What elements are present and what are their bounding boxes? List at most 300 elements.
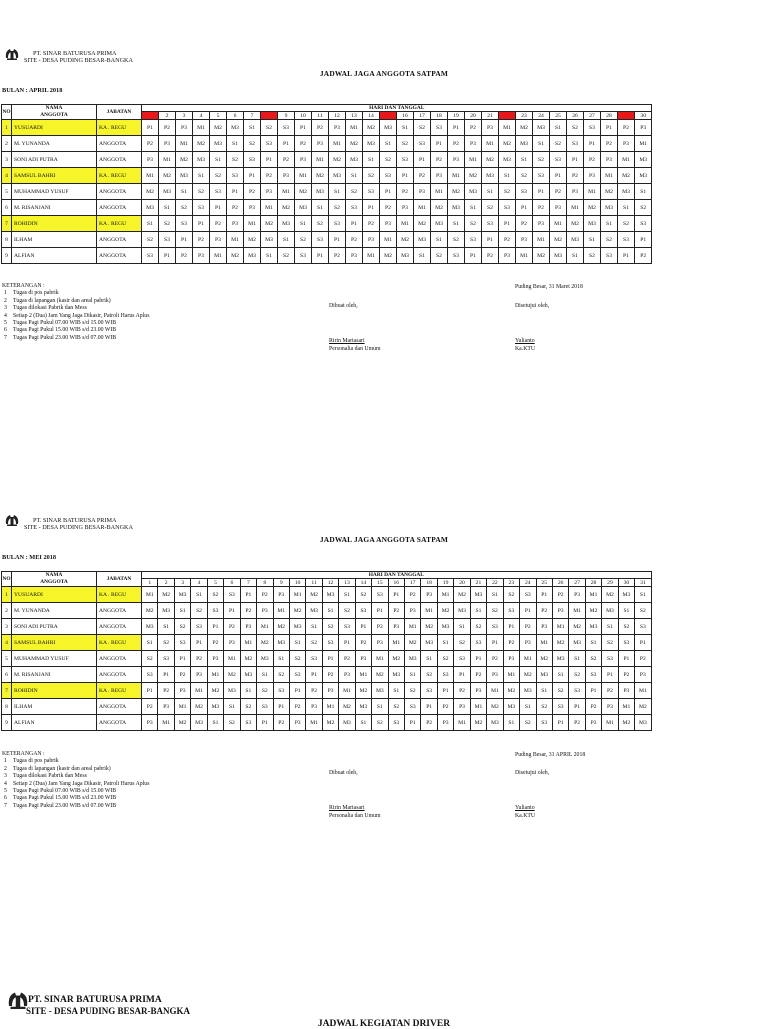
day-number: 20	[465, 112, 482, 120]
day-number: 9	[273, 579, 289, 587]
day-number: 10	[289, 579, 305, 587]
shift-cell: P1	[210, 200, 227, 216]
shift-cell: M2	[437, 603, 453, 619]
shift-cell: P2	[363, 216, 380, 232]
shift-cell: P1	[257, 715, 273, 731]
day-number: 23	[503, 579, 519, 587]
member-position: ANGGOTA	[97, 699, 142, 715]
shift-cell: P2	[552, 587, 568, 603]
shift-cell: S1	[552, 667, 568, 683]
day-number: 11	[312, 112, 329, 120]
table-row	[2, 168, 652, 184]
shift-cell: M2	[329, 152, 346, 168]
legend-item-number: 3	[4, 305, 7, 312]
shift-cell: S2	[584, 248, 601, 264]
shift-cell: M2	[454, 587, 470, 603]
legend-item-number: 4	[4, 312, 7, 319]
shift-cell: S3	[470, 635, 486, 651]
shift-cell: M2	[397, 232, 414, 248]
shift-cell: M2	[552, 635, 568, 651]
table-row	[2, 667, 652, 683]
legend	[2, 283, 149, 342]
table-row	[2, 715, 652, 731]
shift-cell: P3	[295, 152, 312, 168]
shift-cell: S3	[159, 232, 176, 248]
shift-cell: S2	[437, 651, 453, 667]
shift-cell: M3	[295, 200, 312, 216]
shift-cell: M2	[585, 603, 601, 619]
legend-item-number: 7	[4, 802, 7, 809]
shift-cell: S3	[380, 168, 397, 184]
shift-cell: S1	[244, 120, 261, 136]
shift-cell: P3	[322, 683, 338, 699]
shift-cell: P3	[244, 200, 261, 216]
shift-cell: P3	[363, 232, 380, 248]
shift-cell: S2	[191, 603, 207, 619]
table-row	[2, 216, 652, 232]
day-number: 12	[322, 579, 338, 587]
shift-cell: M3	[224, 683, 240, 699]
day-number: 26	[552, 579, 568, 587]
shift-cell: P3	[174, 683, 190, 699]
day-number: 2	[159, 112, 176, 120]
shift-cell: P2	[159, 120, 176, 136]
shift-cell: S2	[635, 603, 651, 619]
schedule-table	[1, 104, 652, 264]
day-number: 17	[405, 579, 421, 587]
shift-cell: P2	[278, 152, 295, 168]
shift-cell: M3	[552, 651, 568, 667]
shift-cell: S3	[244, 152, 261, 168]
shift-cell: M2	[261, 216, 278, 232]
shift-cell: P1	[487, 635, 503, 651]
shift-cell: S1	[499, 168, 516, 184]
day-number: 4	[193, 112, 210, 120]
table-row	[2, 651, 652, 667]
day-number: 24	[520, 579, 536, 587]
shift-cell: S2	[618, 619, 634, 635]
shift-cell: P1	[380, 184, 397, 200]
shift-cell: M3	[584, 216, 601, 232]
row-number: 8	[2, 232, 12, 248]
shift-cell: S2	[487, 603, 503, 619]
col-header-anggota: ANGGOTA	[12, 579, 97, 587]
shift-cell: P3	[520, 635, 536, 651]
shift-cell: P1	[306, 667, 322, 683]
shift-cell: M2	[601, 184, 618, 200]
shift-cell: S2	[635, 200, 652, 216]
shift-cell: M3	[261, 232, 278, 248]
shift-cell: S2	[533, 152, 550, 168]
shift-cell: P2	[289, 699, 305, 715]
shift-cell: S2	[257, 683, 273, 699]
shift-cell: P2	[322, 667, 338, 683]
legend-item	[2, 335, 149, 342]
shift-cell: M1	[191, 683, 207, 699]
shift-cell: P2	[421, 715, 437, 731]
shift-cell: S2	[363, 168, 380, 184]
shift-cell: S2	[536, 699, 552, 715]
shift-cell: P1	[176, 232, 193, 248]
shift-cell: P3	[499, 248, 516, 264]
row-number: 6	[2, 667, 12, 683]
member-position: KA . REGU	[97, 120, 142, 136]
made-by-label: Dibuat oleh,	[329, 770, 358, 776]
day-number: 22	[499, 112, 516, 120]
row-number: 7	[2, 683, 12, 699]
shift-cell: S1	[355, 715, 371, 731]
shift-cell: P3	[405, 603, 421, 619]
shift-cell: S2	[465, 216, 482, 232]
member-position: ANGGOTA	[97, 603, 142, 619]
shift-cell: P2	[487, 651, 503, 667]
shift-cell: P3	[207, 651, 223, 667]
day-number: 7	[240, 579, 256, 587]
shift-cell: S1	[397, 120, 414, 136]
shift-cell: M3	[448, 200, 465, 216]
shift-cell: P1	[142, 683, 158, 699]
shift-cell: M2	[227, 248, 244, 264]
day-number: 7	[244, 112, 261, 120]
shift-cell: M1	[261, 200, 278, 216]
day-number: 14	[355, 579, 371, 587]
shift-cell: P2	[207, 635, 223, 651]
shift-cell: M1	[257, 619, 273, 635]
legend-item	[2, 305, 149, 312]
shift-cell: P1	[339, 635, 355, 651]
shift-cell: S3	[227, 168, 244, 184]
shift-cell: S1	[388, 683, 404, 699]
shift-cell: M2	[635, 699, 651, 715]
shift-cell: S3	[278, 120, 295, 136]
shift-cell: M1	[454, 715, 470, 731]
shift-cell: M3	[322, 587, 338, 603]
shift-cell: S2	[339, 603, 355, 619]
schedule-table	[1, 571, 652, 731]
row-number: 3	[2, 152, 12, 168]
shift-cell: P3	[210, 232, 227, 248]
shift-cell: M3	[339, 715, 355, 731]
shift-cell: M3	[312, 184, 329, 200]
shift-cell: S3	[372, 587, 388, 603]
shift-cell: S2	[482, 200, 499, 216]
shift-cell: P1	[397, 168, 414, 184]
legend-item-number: 4	[4, 780, 7, 787]
day-number: 15	[372, 579, 388, 587]
shift-cell: S2	[388, 699, 404, 715]
shift-cell: S3	[567, 136, 584, 152]
shift-cell: S3	[533, 168, 550, 184]
day-number: 2	[158, 579, 174, 587]
legend-item	[2, 758, 149, 765]
shift-cell: P3	[487, 667, 503, 683]
company-site: SITE - DESA PUDING BESAR-BANGKA	[24, 524, 133, 531]
shift-cell: P3	[158, 699, 174, 715]
shift-cell: S3	[158, 651, 174, 667]
shift-cell: P2	[339, 651, 355, 667]
shift-cell: M3	[550, 248, 567, 264]
shift-cell: M3	[142, 200, 159, 216]
shift-cell: P2	[602, 683, 618, 699]
shift-cell: S2	[520, 715, 536, 731]
shift-cell: P2	[584, 152, 601, 168]
legend-item-text: Tugas Pagi Pukul 23.00 WIB s/d 07.00 WIB	[13, 802, 117, 809]
shift-cell: S2	[448, 232, 465, 248]
shift-cell: M2	[193, 136, 210, 152]
day-number: 14	[363, 112, 380, 120]
shift-cell: S2	[322, 619, 338, 635]
shift-cell: M1	[520, 651, 536, 667]
row-number: 5	[2, 184, 12, 200]
shift-cell: M3	[602, 603, 618, 619]
shift-cell: S3	[552, 699, 568, 715]
shift-cell: M1	[273, 603, 289, 619]
month-label: BULAN : MEI 2018	[2, 554, 57, 561]
col-header-anggota: ANGGOTA	[12, 112, 97, 120]
shift-cell: P2	[227, 200, 244, 216]
shift-cell: P2	[372, 619, 388, 635]
shift-cell: M3	[174, 587, 190, 603]
shift-cell: P3	[329, 120, 346, 136]
shift-cell: M1	[312, 152, 329, 168]
shift-cell: S1	[278, 232, 295, 248]
shift-cell: M1	[207, 667, 223, 683]
shift-cell: S1	[414, 248, 431, 264]
shift-cell: P1	[261, 152, 278, 168]
shift-cell: M3	[499, 152, 516, 168]
shift-cell: M3	[240, 667, 256, 683]
member-position: KA . REGU	[97, 683, 142, 699]
page-title: JADWAL JAGA ANGGOTA SATPAM	[319, 535, 449, 544]
shift-cell: M1	[499, 120, 516, 136]
company-logo-icon	[4, 46, 20, 62]
member-name: ROHIDIN	[12, 216, 97, 232]
shift-cell: S3	[176, 216, 193, 232]
shift-cell: P1	[550, 168, 567, 184]
shift-cell: P3	[437, 715, 453, 731]
shift-cell: P2	[142, 136, 159, 152]
shift-cell: P2	[176, 248, 193, 264]
shift-cell: P2	[499, 232, 516, 248]
shift-cell: P3	[470, 683, 486, 699]
shift-cell: M1	[635, 136, 652, 152]
shift-cell: P2	[465, 120, 482, 136]
shift-cell: S3	[289, 667, 305, 683]
shift-cell: P2	[618, 667, 634, 683]
legend-item	[2, 320, 149, 327]
shift-cell: M2	[289, 603, 305, 619]
page-title: JADWAL JAGA ANGGOTA SATPAM	[319, 69, 449, 78]
shift-cell: P3	[414, 184, 431, 200]
shift-cell: P2	[193, 232, 210, 248]
shift-cell: M2	[569, 619, 585, 635]
shift-cell: S3	[585, 667, 601, 683]
legend-item-number: 5	[4, 788, 7, 795]
shift-cell: S1	[380, 136, 397, 152]
shift-cell: P2	[306, 683, 322, 699]
company-site: SITE - DESA PUDING BESAR-BANGKA	[24, 57, 133, 64]
shift-cell: S1	[520, 699, 536, 715]
table-row	[2, 603, 652, 619]
shift-cell: P3	[516, 232, 533, 248]
shift-cell: M1	[550, 216, 567, 232]
shift-cell: P1	[602, 667, 618, 683]
shift-cell: S3	[454, 651, 470, 667]
shift-cell: P3	[176, 120, 193, 136]
day-number: 18	[431, 112, 448, 120]
shift-cell: S1	[240, 683, 256, 699]
shift-cell: P1	[569, 699, 585, 715]
member-position: KA . REGU	[97, 635, 142, 651]
shift-cell: S1	[635, 587, 651, 603]
day-number: 4	[191, 579, 207, 587]
table-row	[2, 136, 652, 152]
shift-cell: M1	[585, 587, 601, 603]
shift-cell: P3	[569, 587, 585, 603]
shift-cell: M3	[601, 200, 618, 216]
shift-cell: P2	[397, 184, 414, 200]
member-position: ANGGOTA	[97, 152, 142, 168]
shift-cell: M3	[159, 184, 176, 200]
member-name: M. RISANJANI	[12, 667, 97, 683]
shift-cell: S1	[257, 667, 273, 683]
shift-cell: S2	[602, 635, 618, 651]
member-position: ANGGOTA	[97, 248, 142, 264]
shift-cell: M3	[618, 184, 635, 200]
shift-cell: P2	[567, 168, 584, 184]
shift-cell: P1	[372, 603, 388, 619]
table-row	[2, 248, 652, 264]
shift-cell: P2	[635, 651, 651, 667]
shift-cell: S3	[388, 715, 404, 731]
shift-cell: M1	[448, 168, 465, 184]
shift-cell: P1	[503, 619, 519, 635]
shift-cell: M1	[533, 232, 550, 248]
day-number: 28	[601, 112, 618, 120]
shift-cell: S1	[421, 651, 437, 667]
shift-cell: S2	[414, 120, 431, 136]
shift-cell: P1	[355, 619, 371, 635]
shift-cell: S3	[306, 651, 322, 667]
col-header-hari: HARI DAN TANGGAL	[142, 572, 652, 579]
shift-cell: P1	[224, 603, 240, 619]
shift-cell: M3	[454, 603, 470, 619]
shift-cell: S2	[372, 715, 388, 731]
col-header-jabatan: JABATAN	[97, 572, 142, 587]
shift-cell: S2	[516, 168, 533, 184]
shift-cell: P2	[191, 651, 207, 667]
shift-cell: S2	[295, 232, 312, 248]
shift-cell: P2	[224, 619, 240, 635]
shift-cell: M3	[372, 683, 388, 699]
shift-cell: M1	[536, 635, 552, 651]
shift-cell: P1	[244, 168, 261, 184]
shift-cell: P3	[224, 635, 240, 651]
shift-cell: P3	[448, 152, 465, 168]
shift-cell: P2	[448, 136, 465, 152]
col-header-hari: HARI DAN TANGGAL	[142, 105, 652, 112]
shift-cell: P2	[431, 152, 448, 168]
shift-cell: S3	[503, 603, 519, 619]
shift-cell: M1	[244, 216, 261, 232]
shift-cell: M2	[363, 120, 380, 136]
shift-cell: P1	[346, 216, 363, 232]
day-number: 8	[261, 112, 278, 120]
shift-cell: S3	[635, 619, 651, 635]
shift-cell: S1	[224, 699, 240, 715]
shift-cell: S2	[380, 152, 397, 168]
shift-cell: P1	[533, 184, 550, 200]
shift-cell: S1	[503, 715, 519, 731]
day-number: 16	[388, 579, 404, 587]
shift-cell: P3	[193, 248, 210, 264]
shift-cell: P2	[380, 200, 397, 216]
shift-cell: P1	[142, 120, 159, 136]
shift-cell: M2	[414, 216, 431, 232]
company-logo-icon	[4, 512, 20, 528]
shift-cell: M3	[465, 184, 482, 200]
day-number: 18	[421, 579, 437, 587]
day-number: 1	[142, 112, 159, 120]
shift-cell: P1	[437, 683, 453, 699]
shift-cell: S1	[227, 136, 244, 152]
shift-cell: S2	[567, 120, 584, 136]
shift-cell: P3	[346, 248, 363, 264]
shift-cell: P3	[227, 216, 244, 232]
shift-cell: M3	[193, 152, 210, 168]
row-number: 7	[2, 216, 12, 232]
shift-cell: P2	[261, 168, 278, 184]
member-name: ALFIAN	[12, 715, 97, 731]
shift-cell: P2	[240, 603, 256, 619]
shift-cell: M3	[176, 168, 193, 184]
shift-cell: S3	[397, 152, 414, 168]
signatory-right-name: Yulianto	[515, 805, 535, 811]
shift-cell: M1	[339, 683, 355, 699]
shift-cell: P2	[550, 184, 567, 200]
shift-cell: M1	[380, 232, 397, 248]
shift-cell: M1	[278, 184, 295, 200]
legend-item-number: 5	[4, 320, 7, 327]
shift-cell: S3	[405, 699, 421, 715]
month-label: BULAN : APRIL 2018	[2, 87, 63, 94]
member-name: SAMSUL BAHRI	[12, 635, 97, 651]
shift-cell: P1	[601, 120, 618, 136]
shift-cell: P3	[142, 715, 158, 731]
shift-cell: P1	[618, 651, 634, 667]
shift-cell: M3	[503, 699, 519, 715]
shift-cell: M2	[207, 683, 223, 699]
table-row	[2, 699, 652, 715]
shift-cell: M1	[142, 168, 159, 184]
shift-cell: P2	[569, 715, 585, 731]
shift-cell: P1	[482, 232, 499, 248]
shift-cell: P1	[273, 699, 289, 715]
row-number: 5	[2, 651, 12, 667]
shift-cell: S1	[533, 136, 550, 152]
day-number: 17	[414, 112, 431, 120]
shift-cell: S2	[227, 152, 244, 168]
shift-cell: S3	[312, 232, 329, 248]
shift-cell: M2	[482, 152, 499, 168]
table-row	[2, 200, 652, 216]
shift-cell: M1	[552, 619, 568, 635]
shift-cell: M3	[618, 587, 634, 603]
legend-item-number: 1	[4, 290, 7, 297]
legend-item	[2, 795, 149, 802]
table-row	[2, 232, 652, 248]
shift-cell: P1	[207, 619, 223, 635]
